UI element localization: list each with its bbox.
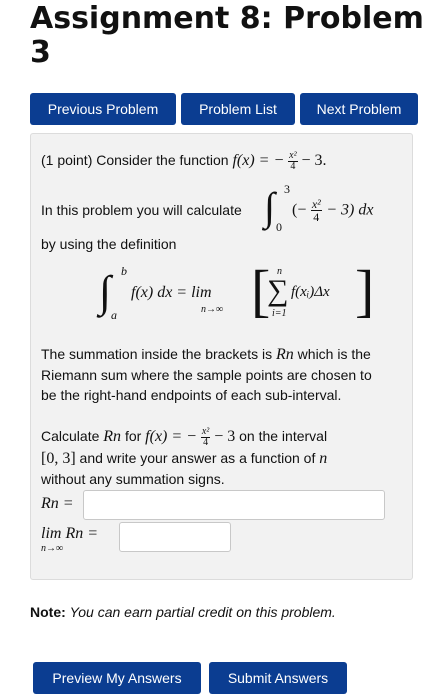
previous-problem-button[interactable]: Previous Problem	[30, 93, 176, 125]
calculate-n: n	[319, 449, 328, 467]
submit-actions	[33, 662, 347, 694]
riemann-line-1	[41, 344, 403, 365]
calculate-for: for	[124, 428, 142, 444]
riemann-rn: Rn	[276, 346, 294, 363]
integrand-close: − 3) dx	[326, 201, 374, 219]
answer-rn-input[interactable]	[83, 490, 385, 520]
answer-2-label: lim Rn =	[41, 525, 99, 542]
calculate-paragraph	[41, 426, 403, 489]
answer-2-subscript: n→∞	[41, 543, 64, 554]
submit-answers-button[interactable]: Submit Answers	[209, 662, 347, 694]
note-label: Note:	[30, 604, 66, 620]
calculate-function-text: and write your answer as a function of	[79, 449, 316, 466]
function-fraction	[288, 151, 297, 172]
calculate-line-2	[41, 448, 403, 469]
integrand-numerator: x²	[311, 197, 321, 211]
calculate-denominator: 4	[203, 436, 209, 448]
integrand-open: (−	[292, 201, 307, 219]
calc-lead: In this problem you will calculate	[41, 202, 242, 218]
definition-upper: b	[121, 264, 127, 278]
problem-list-button[interactable]: Problem List	[181, 93, 295, 125]
target-integral	[264, 184, 404, 234]
integral-sign: ∫	[264, 184, 275, 229]
by-definition: by using the definition	[41, 236, 177, 252]
integrand-denominator: 4	[313, 210, 320, 224]
calculate-fraction	[201, 427, 210, 448]
preview-answers-button[interactable]: Preview My Answers	[33, 662, 201, 694]
calculate-line-3: without any summation signs.	[41, 470, 225, 487]
problem-panel	[30, 133, 413, 580]
definition-lower: a	[111, 308, 117, 322]
calculate-tail: − 3	[214, 428, 236, 445]
problem-intro	[41, 150, 327, 172]
calculate-fx: f(x) = −	[145, 428, 197, 445]
integral-lower: 0	[276, 220, 282, 234]
riemann-line-2: Riemann sum where the sample points are chosen to	[41, 367, 372, 383]
interval: [0, 3]	[41, 449, 76, 467]
calculate-rn: Rn	[103, 428, 122, 445]
answer-2-label-group	[41, 524, 98, 554]
integral-upper: 3	[284, 182, 290, 196]
riemann-text-b: which is the	[297, 346, 371, 362]
calculate-line-1	[41, 426, 403, 448]
calculate-interval-text: on the interval	[239, 428, 328, 444]
limit-subscript: n→∞	[201, 304, 224, 315]
problem-nav	[30, 93, 418, 125]
answer-1-label: Rn =	[41, 495, 74, 512]
definition-integral-sign: ∫	[99, 267, 112, 316]
integrand-fraction	[311, 198, 322, 223]
riemann-line-3: be the right-hand endpoints of each sub-interval.	[41, 387, 342, 403]
calculate-numerator: x²	[201, 425, 210, 437]
intro-text: (1 point) Consider the function	[41, 152, 229, 168]
fraction-denominator: 4	[290, 160, 296, 172]
next-problem-button[interactable]: Next Problem	[300, 93, 418, 125]
sum-term: f(xᵢ)Δx	[291, 284, 330, 300]
answer-limit-input[interactable]	[119, 522, 231, 552]
definition-integrand: f(x) dx = lim	[131, 284, 212, 301]
sum-upper: n	[277, 266, 282, 277]
partial-credit-note	[30, 604, 336, 620]
calculate-text: Calculate	[41, 428, 100, 444]
page-title: Assignment 8: Problem 3	[30, 1, 424, 70]
note-text: You can earn partial credit on this problem.	[69, 604, 336, 620]
sigma-symbol: ∑	[267, 274, 289, 307]
left-bracket: [	[251, 258, 271, 323]
riemann-paragraph	[41, 344, 403, 405]
riemann-definition	[99, 258, 375, 330]
function-tail: − 3.	[301, 152, 327, 169]
sum-lower: i=1	[272, 308, 287, 319]
function-def: f(x) = −	[232, 152, 285, 169]
riemann-text-a: The summation inside the brackets is	[41, 346, 273, 362]
right-bracket: ]	[355, 258, 375, 323]
fraction-numerator: x²	[289, 149, 297, 161]
